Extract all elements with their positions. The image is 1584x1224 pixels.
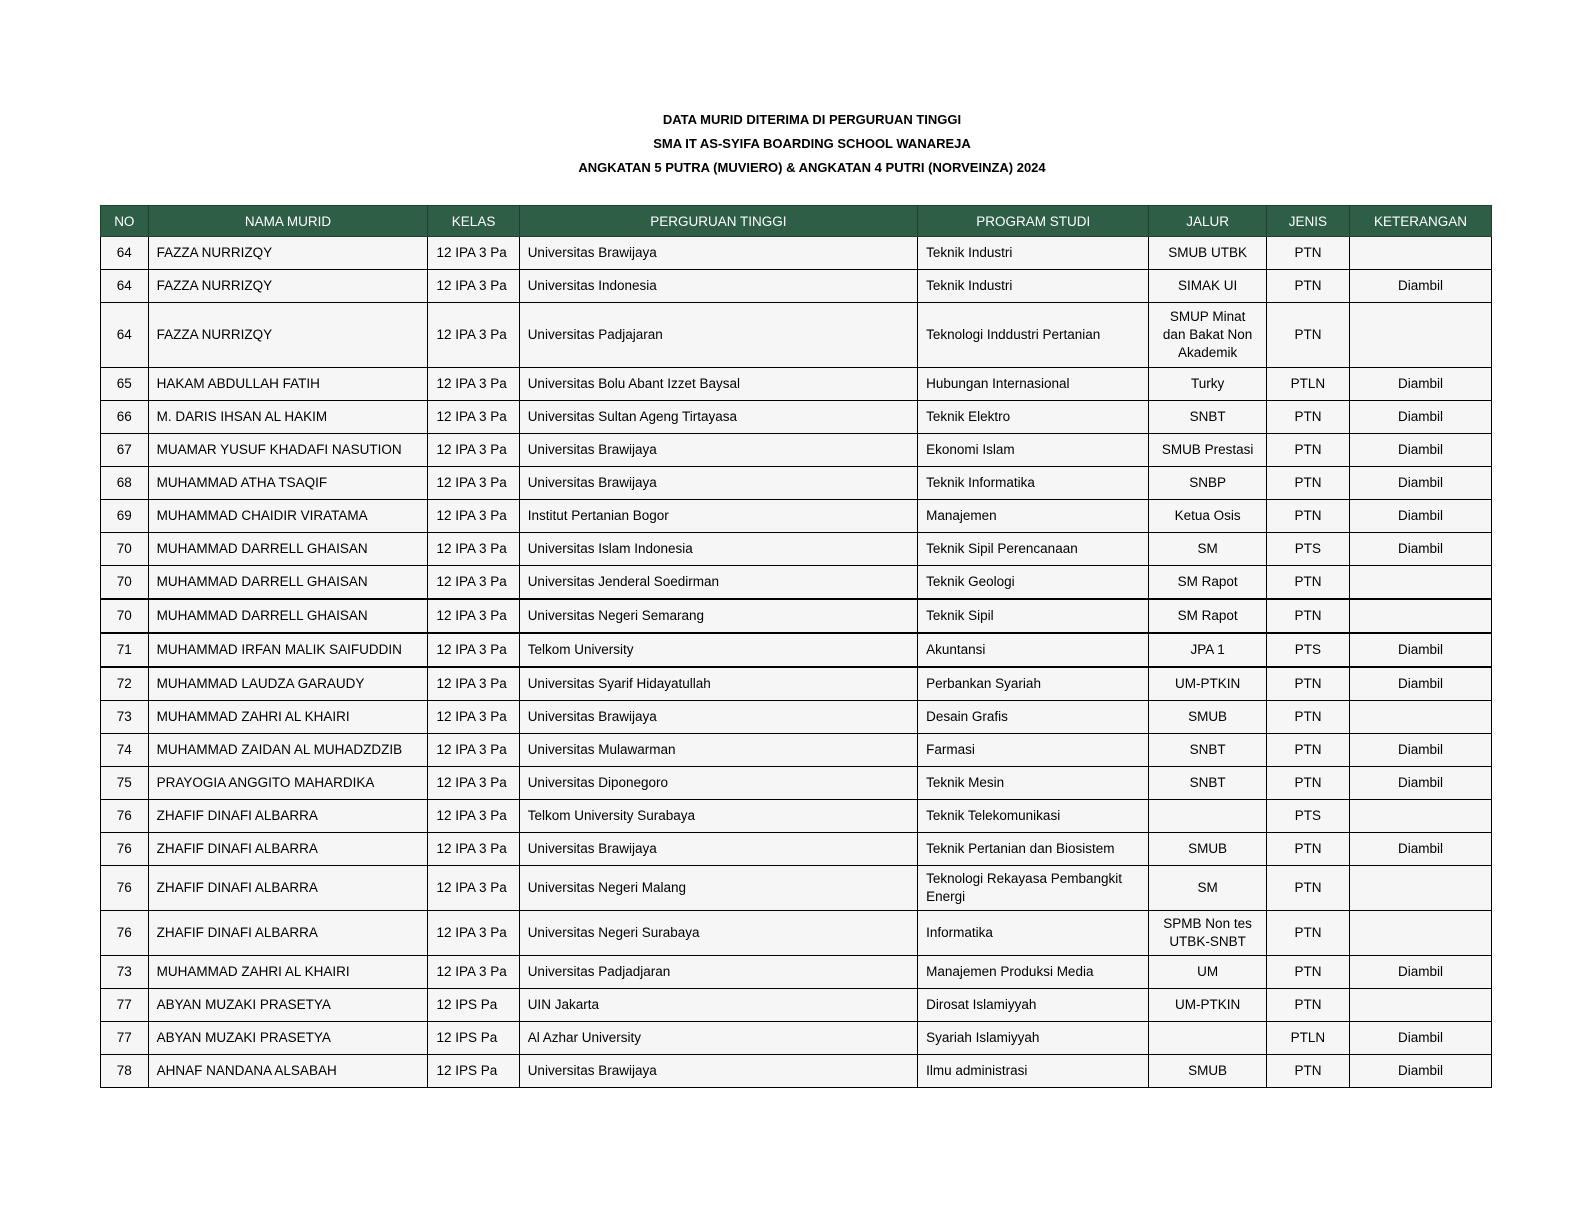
cell-perguruan-tinggi: Universitas Syarif Hidayatullah	[519, 667, 917, 701]
table-row	[101, 533, 1492, 566]
table-header-row	[101, 206, 1492, 237]
cell-perguruan-tinggi: Universitas Sultan Ageng Tirtayasa	[519, 401, 917, 434]
cell-jenis: PTN	[1266, 701, 1349, 734]
cell-jenis: PTN	[1266, 911, 1349, 956]
cell-keterangan: Diambil	[1350, 956, 1492, 989]
cell-no: 71	[101, 633, 149, 667]
table-row	[101, 599, 1492, 633]
table-row	[101, 270, 1492, 303]
cell-perguruan-tinggi: Universitas Mulawarman	[519, 734, 917, 767]
cell-nama: ZHAFIF DINAFI ALBARRA	[148, 800, 428, 833]
cell-jenis: PTN	[1266, 303, 1349, 368]
cell-kelas: 12 IPA 3 Pa	[428, 500, 519, 533]
cell-program-studi: Dirosat Islamiyyah	[918, 989, 1149, 1022]
cell-kelas: 12 IPA 3 Pa	[428, 633, 519, 667]
cell-jenis: PTN	[1266, 956, 1349, 989]
table-row	[101, 303, 1492, 368]
table-row	[101, 1022, 1492, 1055]
cell-nama: M. DARIS IHSAN AL HAKIM	[148, 401, 428, 434]
cell-jalur: SMUB	[1149, 701, 1267, 734]
cell-kelas: 12 IPA 3 Pa	[428, 833, 519, 866]
cell-nama: FAZZA NURRIZQY	[148, 237, 428, 270]
cell-nama: MUHAMMAD DARRELL GHAISAN	[148, 533, 428, 566]
table-row	[101, 434, 1492, 467]
cell-no: 70	[101, 533, 149, 566]
cell-kelas: 12 IPA 3 Pa	[428, 434, 519, 467]
table-row	[101, 734, 1492, 767]
table-row	[101, 566, 1492, 600]
cell-perguruan-tinggi: Universitas Brawijaya	[519, 237, 917, 270]
cell-nama: MUHAMMAD ZAIDAN AL MUHADZDZIB	[148, 734, 428, 767]
cell-jalur: SM	[1149, 533, 1267, 566]
cell-perguruan-tinggi: Universitas Brawijaya	[519, 701, 917, 734]
cell-nama: ZHAFIF DINAFI ALBARRA	[148, 911, 428, 956]
cell-jenis: PTS	[1266, 633, 1349, 667]
cell-nama: FAZZA NURRIZQY	[148, 303, 428, 368]
header-jalur: JALUR	[1149, 206, 1267, 237]
table-row	[101, 866, 1492, 911]
cell-no: 73	[101, 701, 149, 734]
cell-jalur: UM-PTKIN	[1149, 989, 1267, 1022]
cell-kelas: 12 IPS Pa	[428, 989, 519, 1022]
cell-no: 66	[101, 401, 149, 434]
header-nama: NAMA MURID	[148, 206, 428, 237]
cell-jenis: PTN	[1266, 467, 1349, 500]
cell-kelas: 12 IPA 3 Pa	[428, 911, 519, 956]
cell-jenis: PTN	[1266, 270, 1349, 303]
title-line-1: DATA MURID DITERIMA DI PERGURUAN TINGGI	[662, 112, 962, 127]
cell-program-studi: Manajemen Produksi Media	[918, 956, 1149, 989]
cell-perguruan-tinggi: Al Azhar University	[519, 1022, 917, 1055]
cell-no: 73	[101, 956, 149, 989]
cell-keterangan: Diambil	[1350, 833, 1492, 866]
cell-nama: ZHAFIF DINAFI ALBARRA	[148, 866, 428, 911]
cell-no: 64	[101, 303, 149, 368]
cell-no: 72	[101, 667, 149, 701]
cell-jalur: Turky	[1149, 368, 1267, 401]
cell-program-studi: Akuntansi	[918, 633, 1149, 667]
cell-keterangan: Diambil	[1350, 368, 1492, 401]
table-row	[101, 767, 1492, 800]
header-kelas: KELAS	[428, 206, 519, 237]
cell-keterangan: Diambil	[1350, 467, 1492, 500]
cell-jalur: SNBT	[1149, 401, 1267, 434]
cell-program-studi: Syariah Islamiyyah	[918, 1022, 1149, 1055]
cell-jalur: SM Rapot	[1149, 599, 1267, 633]
cell-program-studi: Farmasi	[918, 734, 1149, 767]
cell-perguruan-tinggi: Universitas Brawijaya	[519, 833, 917, 866]
table-row	[101, 956, 1492, 989]
cell-no: 78	[101, 1055, 149, 1088]
cell-keterangan	[1350, 701, 1492, 734]
cell-perguruan-tinggi: Universitas Diponegoro	[519, 767, 917, 800]
cell-keterangan: Diambil	[1350, 633, 1492, 667]
cell-jalur: SNBT	[1149, 734, 1267, 767]
table-row	[101, 989, 1492, 1022]
cell-kelas: 12 IPA 3 Pa	[428, 701, 519, 734]
cell-program-studi: Ekonomi Islam	[918, 434, 1149, 467]
cell-perguruan-tinggi: Universitas Islam Indonesia	[519, 533, 917, 566]
cell-keterangan	[1350, 566, 1492, 600]
title-line-3: ANGKATAN 5 PUTRA (MUVIERO) & ANGKATAN 4 PUTRI (NORVEINZA) 2024	[578, 160, 1046, 175]
cell-perguruan-tinggi: Universitas Brawijaya	[519, 1055, 917, 1088]
cell-program-studi: Perbankan Syariah	[918, 667, 1149, 701]
cell-jalur: SNBT	[1149, 767, 1267, 800]
cell-kelas: 12 IPA 3 Pa	[428, 956, 519, 989]
cell-program-studi: Manajemen	[918, 500, 1149, 533]
cell-jenis: PTN	[1266, 1055, 1349, 1088]
table-row	[101, 633, 1492, 667]
cell-keterangan: Diambil	[1350, 1055, 1492, 1088]
cell-keterangan	[1350, 866, 1492, 911]
cell-kelas: 12 IPA 3 Pa	[428, 734, 519, 767]
cell-perguruan-tinggi: Universitas Padjajaran	[519, 303, 917, 368]
table-row	[101, 667, 1492, 701]
table-row	[101, 237, 1492, 270]
cell-jalur: SMUB	[1149, 1055, 1267, 1088]
cell-kelas: 12 IPA 3 Pa	[428, 401, 519, 434]
cell-jenis: PTN	[1266, 599, 1349, 633]
cell-perguruan-tinggi: Universitas Indonesia	[519, 270, 917, 303]
cell-jenis: PTN	[1266, 434, 1349, 467]
cell-kelas: 12 IPA 3 Pa	[428, 566, 519, 600]
cell-perguruan-tinggi: Telkom University Surabaya	[519, 800, 917, 833]
cell-no: 77	[101, 1022, 149, 1055]
cell-jalur: UM	[1149, 956, 1267, 989]
cell-keterangan	[1350, 800, 1492, 833]
students-table	[100, 205, 1492, 1088]
header-program-studi: PROGRAM STUDI	[918, 206, 1149, 237]
cell-jalur: SMUB	[1149, 833, 1267, 866]
cell-keterangan	[1350, 989, 1492, 1022]
cell-no: 68	[101, 467, 149, 500]
cell-jalur: SPMB Non tes UTBK-SNBT	[1149, 911, 1267, 956]
cell-no: 76	[101, 911, 149, 956]
cell-jenis: PTN	[1266, 667, 1349, 701]
table-row	[101, 800, 1492, 833]
cell-nama: PRAYOGIA ANGGITO MAHARDIKA	[148, 767, 428, 800]
cell-program-studi: Teknik Informatika	[918, 467, 1149, 500]
document-title-block	[0, 108, 1584, 180]
table-row	[101, 701, 1492, 734]
cell-jalur: SMUP Minat dan Bakat Non Akademik	[1149, 303, 1267, 368]
cell-keterangan: Diambil	[1350, 667, 1492, 701]
cell-keterangan: Diambil	[1350, 270, 1492, 303]
cell-keterangan: Diambil	[1350, 434, 1492, 467]
table-row	[101, 401, 1492, 434]
cell-jenis: PTLN	[1266, 368, 1349, 401]
cell-nama: AHNAF NANDANA ALSABAH	[148, 1055, 428, 1088]
cell-program-studi: Desain Grafis	[918, 701, 1149, 734]
cell-jenis: PTN	[1266, 566, 1349, 600]
cell-kelas: 12 IPA 3 Pa	[428, 667, 519, 701]
cell-jenis: PTN	[1266, 989, 1349, 1022]
cell-nama: HAKAM ABDULLAH FATIH	[148, 368, 428, 401]
cell-no: 67	[101, 434, 149, 467]
cell-jalur	[1149, 800, 1267, 833]
cell-program-studi: Informatika	[918, 911, 1149, 956]
cell-nama: MUHAMMAD LAUDZA GARAUDY	[148, 667, 428, 701]
cell-program-studi: Teknik Industri	[918, 237, 1149, 270]
cell-program-studi: Hubungan Internasional	[918, 368, 1149, 401]
cell-jenis: PTN	[1266, 500, 1349, 533]
cell-jenis: PTN	[1266, 833, 1349, 866]
cell-jalur: SMUB Prestasi	[1149, 434, 1267, 467]
cell-keterangan	[1350, 303, 1492, 368]
cell-kelas: 12 IPA 3 Pa	[428, 303, 519, 368]
cell-nama: MUHAMMAD CHAIDIR VIRATAMA	[148, 500, 428, 533]
cell-jenis: PTN	[1266, 767, 1349, 800]
header-no: NO	[101, 206, 149, 237]
cell-no: 76	[101, 866, 149, 911]
cell-perguruan-tinggi: Universitas Jenderal Soedirman	[519, 566, 917, 600]
cell-jenis: PTLN	[1266, 1022, 1349, 1055]
table-row	[101, 500, 1492, 533]
cell-keterangan: Diambil	[1350, 401, 1492, 434]
cell-jenis: PTS	[1266, 533, 1349, 566]
header-perguruan-tinggi: PERGURUAN TINGGI	[519, 206, 917, 237]
header-jenis: JENIS	[1266, 206, 1349, 237]
cell-kelas: 12 IPA 3 Pa	[428, 270, 519, 303]
cell-perguruan-tinggi: UIN Jakarta	[519, 989, 917, 1022]
cell-kelas: 12 IPA 3 Pa	[428, 767, 519, 800]
cell-kelas: 12 IPA 3 Pa	[428, 533, 519, 566]
cell-jalur: SM	[1149, 866, 1267, 911]
cell-jenis: PTN	[1266, 734, 1349, 767]
cell-kelas: 12 IPA 3 Pa	[428, 368, 519, 401]
cell-jalur: SMUB UTBK	[1149, 237, 1267, 270]
cell-no: 64	[101, 237, 149, 270]
cell-no: 76	[101, 833, 149, 866]
cell-nama: MUHAMMAD DARRELL GHAISAN	[148, 599, 428, 633]
cell-nama: ABYAN MUZAKI PRASETYA	[148, 1022, 428, 1055]
cell-program-studi: Teknik Pertanian dan Biosistem	[918, 833, 1149, 866]
cell-jenis: PTN	[1266, 866, 1349, 911]
table-row	[101, 833, 1492, 866]
cell-no: 69	[101, 500, 149, 533]
cell-jenis: PTS	[1266, 800, 1349, 833]
cell-jalur: SM Rapot	[1149, 566, 1267, 600]
cell-kelas: 12 IPA 3 Pa	[428, 237, 519, 270]
cell-program-studi: Teknik Industri	[918, 270, 1149, 303]
cell-jalur	[1149, 1022, 1267, 1055]
cell-program-studi: Teknik Elektro	[918, 401, 1149, 434]
cell-keterangan: Diambil	[1350, 767, 1492, 800]
cell-keterangan: Diambil	[1350, 500, 1492, 533]
cell-program-studi: Ilmu administrasi	[918, 1055, 1149, 1088]
table-row	[101, 911, 1492, 956]
cell-jalur: JPA 1	[1149, 633, 1267, 667]
cell-perguruan-tinggi: Institut Pertanian Bogor	[519, 500, 917, 533]
cell-keterangan: Diambil	[1350, 1022, 1492, 1055]
cell-nama: ZHAFIF DINAFI ALBARRA	[148, 833, 428, 866]
cell-perguruan-tinggi: Universitas Negeri Semarang	[519, 599, 917, 633]
cell-no: 65	[101, 368, 149, 401]
cell-keterangan	[1350, 237, 1492, 270]
cell-no: 74	[101, 734, 149, 767]
cell-program-studi: Teknik Sipil Perencanaan	[918, 533, 1149, 566]
cell-no: 70	[101, 599, 149, 633]
cell-nama: MUHAMMAD ZAHRI AL KHAIRI	[148, 956, 428, 989]
cell-no: 77	[101, 989, 149, 1022]
cell-perguruan-tinggi: Universitas Bolu Abant Izzet Baysal	[519, 368, 917, 401]
cell-keterangan	[1350, 911, 1492, 956]
cell-keterangan	[1350, 599, 1492, 633]
title-line-2: SMA IT AS-SYIFA BOARDING SCHOOL WANAREJA	[653, 136, 971, 151]
cell-nama: MUHAMMAD ZAHRI AL KHAIRI	[148, 701, 428, 734]
cell-keterangan: Diambil	[1350, 533, 1492, 566]
table-row	[101, 368, 1492, 401]
header-keterangan: KETERANGAN	[1350, 206, 1492, 237]
cell-perguruan-tinggi: Universitas Negeri Surabaya	[519, 911, 917, 956]
cell-program-studi: Teknik Mesin	[918, 767, 1149, 800]
cell-kelas: 12 IPS Pa	[428, 1022, 519, 1055]
cell-nama: MUHAMMAD IRFAN MALIK SAIFUDDIN	[148, 633, 428, 667]
cell-program-studi: Teknologi Inddustri Pertanian	[918, 303, 1149, 368]
cell-no: 70	[101, 566, 149, 600]
cell-perguruan-tinggi: Telkom University	[519, 633, 917, 667]
cell-perguruan-tinggi: Universitas Negeri Malang	[519, 866, 917, 911]
cell-kelas: 12 IPA 3 Pa	[428, 467, 519, 500]
cell-jalur: Ketua Osis	[1149, 500, 1267, 533]
cell-kelas: 12 IPA 3 Pa	[428, 866, 519, 911]
cell-jalur: SIMAK UI	[1149, 270, 1267, 303]
cell-program-studi: Teknik Sipil	[918, 599, 1149, 633]
cell-kelas: 12 IPA 3 Pa	[428, 599, 519, 633]
cell-jenis: PTN	[1266, 237, 1349, 270]
table-row	[101, 1055, 1492, 1088]
cell-perguruan-tinggi: Universitas Brawijaya	[519, 434, 917, 467]
cell-program-studi: Teknologi Rekayasa Pembangkit Energi	[918, 866, 1149, 911]
cell-perguruan-tinggi: Universitas Padjadjaran	[519, 956, 917, 989]
cell-nama: MUHAMMAD DARRELL GHAISAN	[148, 566, 428, 600]
cell-no: 75	[101, 767, 149, 800]
cell-perguruan-tinggi: Universitas Brawijaya	[519, 467, 917, 500]
cell-nama: MUAMAR YUSUF KHADAFI NASUTION	[148, 434, 428, 467]
cell-jalur: SNBP	[1149, 467, 1267, 500]
cell-no: 64	[101, 270, 149, 303]
cell-nama: MUHAMMAD ATHA TSAQIF	[148, 467, 428, 500]
cell-program-studi: Teknik Telekomunikasi	[918, 800, 1149, 833]
cell-nama: ABYAN MUZAKI PRASETYA	[148, 989, 428, 1022]
cell-no: 76	[101, 800, 149, 833]
cell-keterangan: Diambil	[1350, 734, 1492, 767]
cell-program-studi: Teknik Geologi	[918, 566, 1149, 600]
cell-nama: FAZZA NURRIZQY	[148, 270, 428, 303]
cell-jenis: PTN	[1266, 401, 1349, 434]
cell-kelas: 12 IPS Pa	[428, 1055, 519, 1088]
cell-kelas: 12 IPA 3 Pa	[428, 800, 519, 833]
cell-jalur: UM-PTKIN	[1149, 667, 1267, 701]
table-row	[101, 467, 1492, 500]
